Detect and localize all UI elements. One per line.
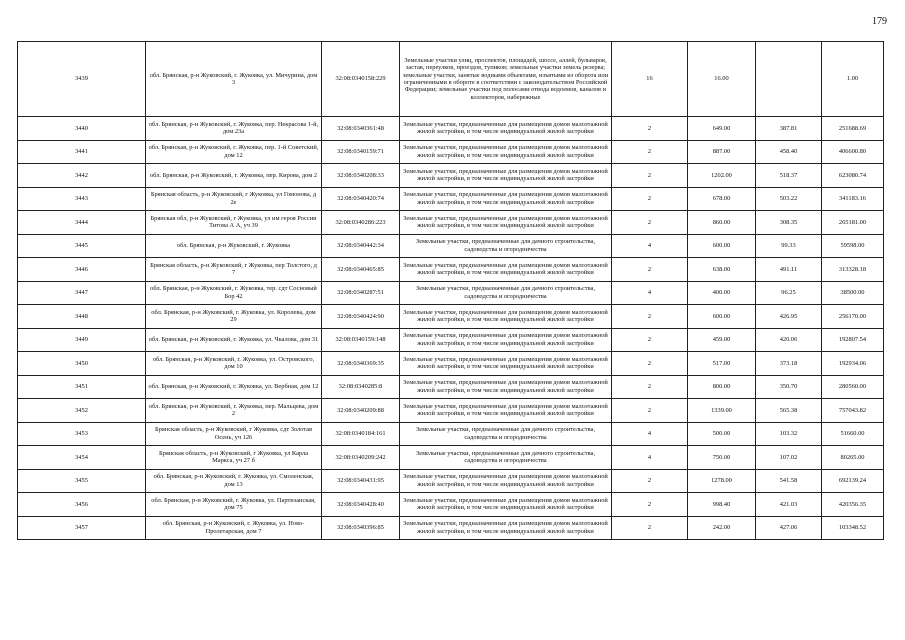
cadastral-number-cell: 32:08:0340420:74 (322, 187, 400, 211)
row-number: 3448 (18, 305, 146, 329)
table-row (18, 446, 884, 470)
cadastral-number-cell: 32:08:0340369:35 (322, 352, 400, 376)
area-cell: 750.00 (688, 446, 756, 470)
use-group-cell: 2 (612, 187, 688, 211)
cadastral-number-cell: 32:08:0340184:161 (322, 422, 400, 446)
cadastral-value-cell: 103348.52 (822, 516, 884, 540)
cadastral-number-cell: 32:08:0340465:85 (322, 258, 400, 282)
address-cell: обл. Брянская, р-н Жуковский, г. Жуковка (146, 234, 322, 258)
row-number: 3455 (18, 469, 146, 493)
specific-value-cell: 103.32 (756, 422, 822, 446)
table-row (18, 469, 884, 493)
land-registry-table (17, 41, 884, 540)
area-cell: 16.00 (688, 42, 756, 117)
address-cell: обл. Брянская, р-н Жуковский, г. Жуковка, тер. сдт Сосновый Бор 42 (146, 281, 322, 305)
address-cell: обл. Брянская, р-н Жуковский, г. Жуковка, пер. Кирова, дом 2 (146, 164, 322, 188)
cadastral-value-cell: 38500.00 (822, 281, 884, 305)
cadastral-number-cell: 32:08:0340396:85 (322, 516, 400, 540)
use-group-cell: 2 (612, 117, 688, 141)
cadastral-value-cell: 192934.06 (822, 352, 884, 376)
cadastral-value-cell: 280560.00 (822, 375, 884, 399)
specific-value-cell: 308.35 (756, 211, 822, 235)
cadastral-value-cell: 623080.74 (822, 164, 884, 188)
address-cell: обл. Брянская, р-н Жуковский, г. Жуковка, ул. Смоленская, дом 13 (146, 469, 322, 493)
land-use-cell: Земельные участки, предназначенные для размещения домов малоэтажной жилой застройки, в том числе индивидуальной жилой застройки (400, 493, 612, 517)
land-use-cell: Земельные участки, предназначенные для размещения домов малоэтажной жилой застройки, в том числе индивидуальной жилой застройки (400, 399, 612, 423)
specific-value-cell: 420.06 (756, 328, 822, 352)
use-group-cell: 2 (612, 352, 688, 376)
table-row (18, 258, 884, 282)
row-number: 3444 (18, 211, 146, 235)
cadastral-value-cell: 420356.35 (822, 493, 884, 517)
row-number: 3439 (18, 42, 146, 117)
row-number: 3443 (18, 187, 146, 211)
land-use-cell: Земельные участки, предназначенные для размещения домов малоэтажной жилой застройки, в том числе индивидуальной жилой застройки (400, 164, 612, 188)
use-group-cell: 2 (612, 375, 688, 399)
row-number: 3457 (18, 516, 146, 540)
address-cell: Брянская область, р-н Жуковский, г Жуковка, сдт Золотая Осень, уч 126 (146, 422, 322, 446)
table-row (18, 352, 884, 376)
land-use-cell: Земельные участки, предназначенные для размещения домов малоэтажной жилой застройки, в том числе индивидуальной жилой застройки (400, 305, 612, 329)
page-number: 179 (872, 16, 887, 27)
land-use-cell: Земельные участки, предназначенные для размещения домов малоэтажной жилой застройки, в том числе индивидуальной жилой застройки (400, 352, 612, 376)
table-row (18, 281, 884, 305)
land-use-cell: Земельные участки, предназначенные для дачного строительства, садоводства и огородничества (400, 422, 612, 446)
cadastral-value-cell: 256170.00 (822, 305, 884, 329)
cadastral-number-cell: 32:08:0340428:40 (322, 493, 400, 517)
specific-value-cell: 387.81 (756, 117, 822, 141)
address-cell: обл. Брянская, р-н Жуковский, г. Жуковка, ул. Островского, дом 10 (146, 352, 322, 376)
cadastral-number-cell: 32:08:0340209:88 (322, 399, 400, 423)
row-number: 3441 (18, 140, 146, 164)
cadastral-number-cell: 32:08:0340209:242 (322, 446, 400, 470)
row-number: 3440 (18, 117, 146, 141)
cadastral-number-cell: 32:08:0340286:223 (322, 211, 400, 235)
area-cell: 600.00 (688, 234, 756, 258)
row-number: 3452 (18, 399, 146, 423)
address-cell: обл. Брянская, р-н Жуковский, г. Жуковка, ул. Вербная, дом 12 (146, 375, 322, 399)
cadastral-number-cell: 32:08:0340361:48 (322, 117, 400, 141)
use-group-cell: 2 (612, 140, 688, 164)
land-use-cell: Земельные участки улиц, проспектов, площадей, шоссе, аллей, бульваров, застав, переулков, проездов, тупиков; земельные участки земель резерва; земельные участки, занятые водными объектами, изъятыми из оборота или ограниченными в обороте в соответствии с законодательством Российской Федерации; земельные участки под полосами отвода водоемов, каналов и коллекторов, набережные (400, 42, 612, 117)
use-group-cell: 2 (612, 328, 688, 352)
table-row (18, 234, 884, 258)
specific-value-cell: 458.40 (756, 140, 822, 164)
cadastral-value-cell: 80265.00 (822, 446, 884, 470)
address-cell: обл. Брянская, р-н Жуковский, г. Жуковка, пер. Некрасова 1-й, дом 23а (146, 117, 322, 141)
specific-value-cell: 565.38 (756, 399, 822, 423)
cadastral-value-cell: 59598.00 (822, 234, 884, 258)
specific-value-cell: 96.25 (756, 281, 822, 305)
area-cell: 500.00 (688, 422, 756, 446)
land-use-cell: Земельные участки, предназначенные для размещения домов малоэтажной жилой застройки, в том числе индивидуальной жилой застройки (400, 117, 612, 141)
use-group-cell: 2 (612, 305, 688, 329)
area-cell: 678.00 (688, 187, 756, 211)
area-cell: 998.40 (688, 493, 756, 517)
land-use-cell: Земельные участки, предназначенные для размещения домов малоэтажной жилой застройки, в том числе индивидуальной жилой застройки (400, 469, 612, 493)
address-cell: обл. Брянская, р-н Жуковский, г. Жуковка, ул. Мичурина, дом 3 (146, 42, 322, 117)
area-cell: 649.00 (688, 117, 756, 141)
table-row (18, 399, 884, 423)
row-number: 3453 (18, 422, 146, 446)
cadastral-value-cell: 251688.69 (822, 117, 884, 141)
specific-value-cell: 421.03 (756, 493, 822, 517)
specific-value-cell: 373.18 (756, 352, 822, 376)
use-group-cell: 2 (612, 164, 688, 188)
use-group-cell: 4 (612, 281, 688, 305)
land-use-cell: Земельные участки, предназначенные для дачного строительства, садоводства и огородничества (400, 446, 612, 470)
cadastral-number-cell: 32:08:0340431:95 (322, 469, 400, 493)
row-number: 3449 (18, 328, 146, 352)
table-row (18, 328, 884, 352)
use-group-cell: 2 (612, 493, 688, 517)
use-group-cell: 2 (612, 399, 688, 423)
table-row (18, 42, 884, 117)
specific-value-cell: 107.02 (756, 446, 822, 470)
specific-value-cell (756, 42, 822, 117)
cadastral-number-cell: 32:08:0340442:34 (322, 234, 400, 258)
cadastral-number-cell: 32:08:0340158:229 (322, 42, 400, 117)
area-cell: 1278.00 (688, 469, 756, 493)
use-group-cell: 2 (612, 516, 688, 540)
land-use-cell: Земельные участки, предназначенные для размещения домов малоэтажной жилой застройки, в том числе индивидуальной жилой застройки (400, 140, 612, 164)
specific-value-cell: 491.11 (756, 258, 822, 282)
use-group-cell: 2 (612, 211, 688, 235)
cadastral-value-cell: 757043.82 (822, 399, 884, 423)
land-use-cell: Земельные участки, предназначенные для размещения домов малоэтажной жилой застройки, в том числе индивидуальной жилой застройки (400, 375, 612, 399)
table-row (18, 493, 884, 517)
cadastral-number-cell: 32:08:0340208:33 (322, 164, 400, 188)
cadastral-number-cell: 32:08:0340424:90 (322, 305, 400, 329)
specific-value-cell: 426.95 (756, 305, 822, 329)
area-cell: 517.00 (688, 352, 756, 376)
row-number: 3447 (18, 281, 146, 305)
address-cell: обл. Брянская, р-н Жуковский, г. Жуковка, ул. Королева, дом 29 (146, 305, 322, 329)
cadastral-value-cell: 1.00 (822, 42, 884, 117)
cadastral-value-cell: 313328.18 (822, 258, 884, 282)
cadastral-value-cell: 51660.00 (822, 422, 884, 446)
use-group-cell: 2 (612, 258, 688, 282)
area-cell: 638.00 (688, 258, 756, 282)
area-cell: 1202.00 (688, 164, 756, 188)
land-use-cell: Земельные участки, предназначенные для размещения домов малоэтажной жилой застройки, в том числе индивидуальной жилой застройки (400, 516, 612, 540)
table-row (18, 516, 884, 540)
specific-value-cell: 503.22 (756, 187, 822, 211)
address-cell: обл. Брянская, р-н Жуковский, г. Жуковка, ул. Ново-Пролетарская, дом 7 (146, 516, 322, 540)
land-use-cell: Земельные участки, предназначенные для дачного строительства, садоводства и огородничества (400, 281, 612, 305)
land-use-cell: Земельные участки, предназначенные для дачного строительства, садоводства и огородничества (400, 234, 612, 258)
cadastral-number-cell: 32:08:0340159:71 (322, 140, 400, 164)
address-cell: обл. Брянская, р-н Жуковский, г. Жуковка, пер. Мальцева, дом 2 (146, 399, 322, 423)
use-group-cell: 4 (612, 446, 688, 470)
use-group-cell: 2 (612, 469, 688, 493)
row-number: 3445 (18, 234, 146, 258)
table-row (18, 305, 884, 329)
row-number: 3456 (18, 493, 146, 517)
specific-value-cell: 350.70 (756, 375, 822, 399)
land-use-cell: Земельные участки, предназначенные для размещения домов малоэтажной жилой застройки, в том числе индивидуальной жилой застройки (400, 187, 612, 211)
row-number: 3450 (18, 352, 146, 376)
row-number: 3446 (18, 258, 146, 282)
cadastral-value-cell: 692139.24 (822, 469, 884, 493)
row-number: 3442 (18, 164, 146, 188)
land-use-cell: Земельные участки, предназначенные для размещения домов малоэтажной жилой застройки, в том числе индивидуальной жилой застройки (400, 258, 612, 282)
table-row (18, 211, 884, 235)
use-group-cell: 4 (612, 422, 688, 446)
area-cell: 459.00 (688, 328, 756, 352)
cadastral-number-cell: 32:08:0340159:148 (322, 328, 400, 352)
table-row (18, 140, 884, 164)
cadastral-value-cell: 406600.80 (822, 140, 884, 164)
area-cell: 800.00 (688, 375, 756, 399)
area-cell: 400.00 (688, 281, 756, 305)
row-number: 3451 (18, 375, 146, 399)
cadastral-value-cell: 265181.00 (822, 211, 884, 235)
table-row (18, 117, 884, 141)
specific-value-cell: 518.37 (756, 164, 822, 188)
area-cell: 1339.00 (688, 399, 756, 423)
address-cell: Брянская область, р-н Жуковский, г Жуковка, пер Толстого, д 7 (146, 258, 322, 282)
address-cell: обл. Брянская, р-н Жуковский, г. Жуковка, ул. Чкалова, дом 31 (146, 328, 322, 352)
specific-value-cell: 99.33 (756, 234, 822, 258)
cadastral-value-cell: 192807.54 (822, 328, 884, 352)
cadastral-number-cell: 32:08:0340287:51 (322, 281, 400, 305)
specific-value-cell: 541.58 (756, 469, 822, 493)
table-row (18, 164, 884, 188)
address-cell: обл. Брянская, р-н Жуковский, г. Жуковка, ул. Партизанская, дом 75 (146, 493, 322, 517)
land-use-cell: Земельные участки, предназначенные для размещения домов малоэтажной жилой застройки, в том числе индивидуальной жилой застройки (400, 328, 612, 352)
area-cell: 600.00 (688, 305, 756, 329)
land-use-cell: Земельные участки, предназначенные для размещения домов малоэтажной жилой застройки, в том числе индивидуальной жилой застройки (400, 211, 612, 235)
area-cell: 887.00 (688, 140, 756, 164)
row-number: 3454 (18, 446, 146, 470)
table-row (18, 422, 884, 446)
area-cell: 242.00 (688, 516, 756, 540)
use-group-cell: 4 (612, 234, 688, 258)
cadastral-value-cell: 341183.16 (822, 187, 884, 211)
address-cell: Брянская область, р-н Жуковский, г Жуковка, ул Карла Маркса, уч 27 б (146, 446, 322, 470)
address-cell: Брянская обл, р-н Жуковский, г Жуковка, ул им героя России Титова А А, уч 39 (146, 211, 322, 235)
address-cell: обл. Брянская, р-н Жуковский, г. Жуковка, пер. 1-й Советский, дом 12 (146, 140, 322, 164)
table-row (18, 187, 884, 211)
specific-value-cell: 427.06 (756, 516, 822, 540)
cadastral-number-cell: 32:08:0340285:8 (322, 375, 400, 399)
area-cell: 860.00 (688, 211, 756, 235)
use-group-cell: 16 (612, 42, 688, 117)
table-row (18, 375, 884, 399)
address-cell: Брянская область, р-н Жуковский, г Жуковка, ул Гомонова, д 2е (146, 187, 322, 211)
